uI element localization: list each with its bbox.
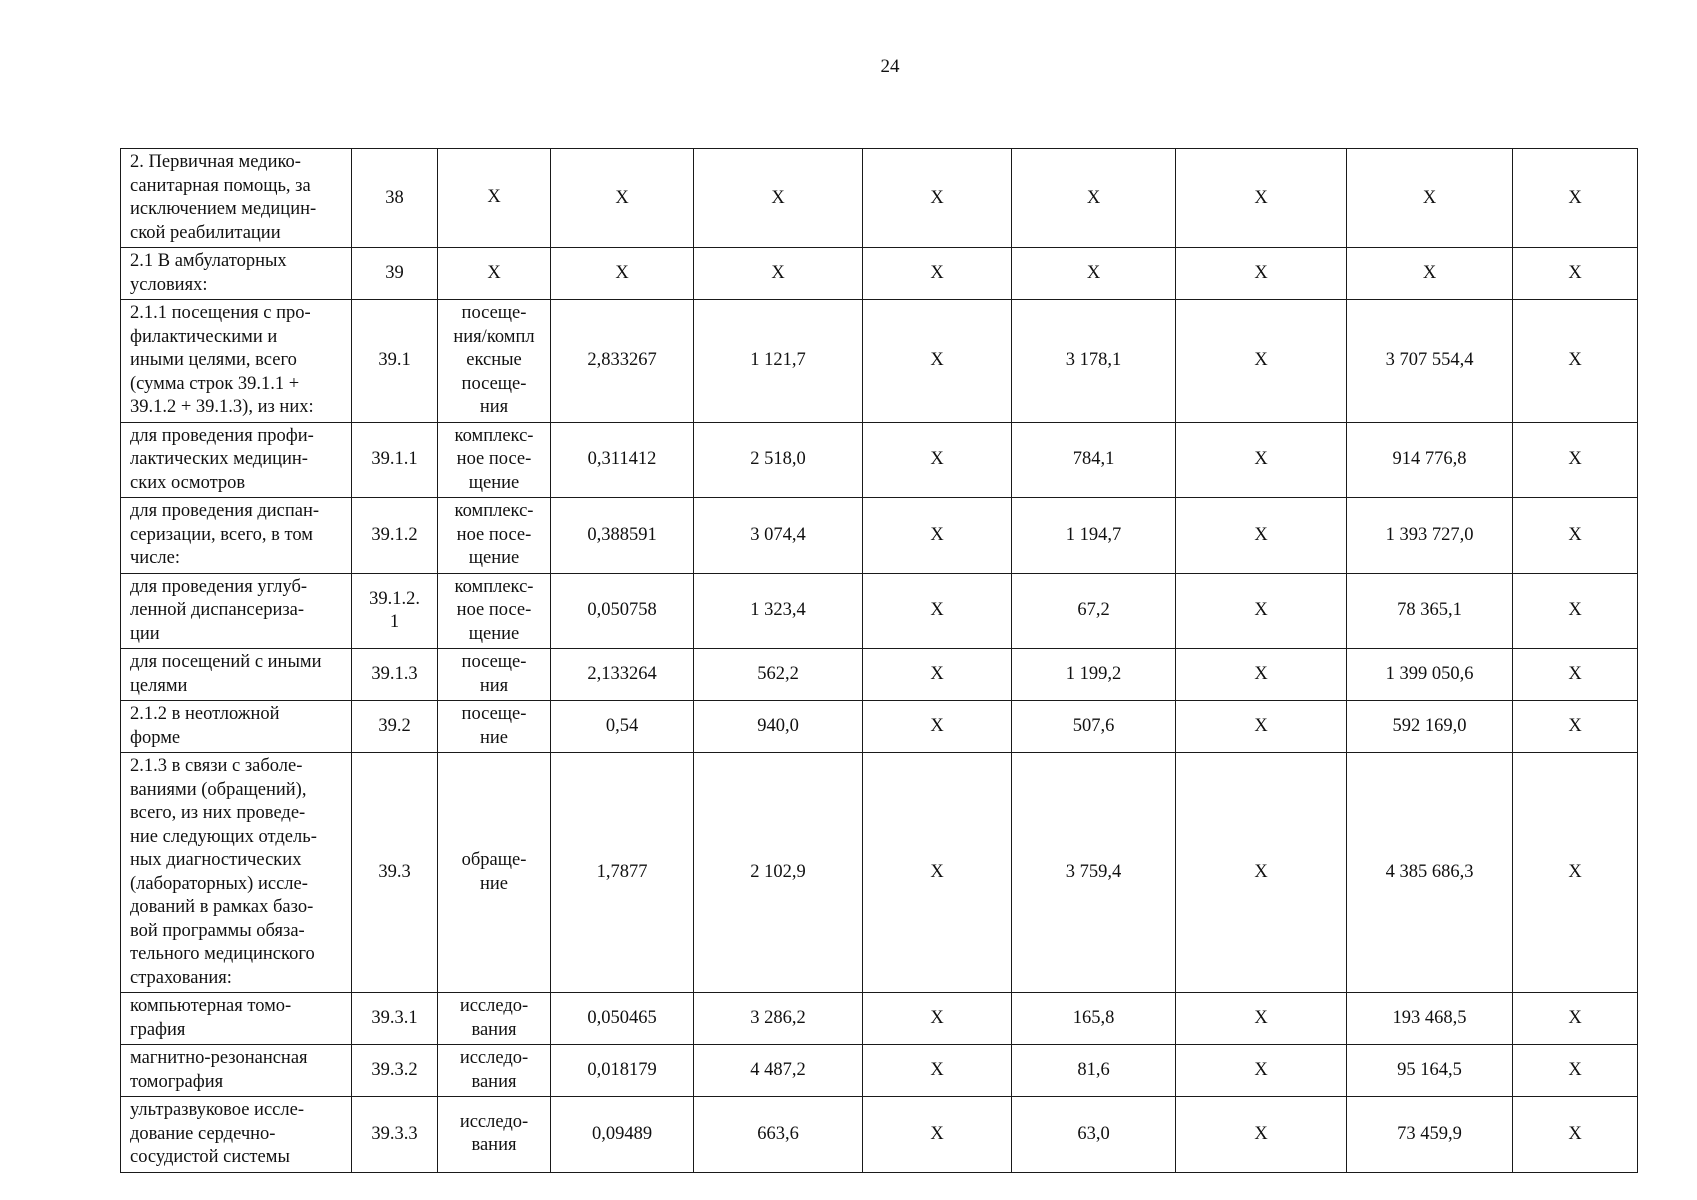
row-value: Х <box>1513 753 1638 993</box>
row-value: Х <box>863 701 1012 753</box>
row-value: 507,6 <box>1012 701 1176 753</box>
row-code: 39.2 <box>352 701 438 753</box>
row-code: 39.3.3 <box>352 1097 438 1173</box>
row-value: Х <box>863 649 1012 701</box>
row-value: 592 169,0 <box>1347 701 1513 753</box>
table-row <box>121 300 1638 423</box>
row-value: Х <box>1347 248 1513 300</box>
row-value: Х <box>1176 993 1347 1045</box>
row-unit: посеще- ния/компл ексные посеще- ния <box>438 300 551 423</box>
row-value: Х <box>863 300 1012 423</box>
row-value: 2,833267 <box>551 300 694 423</box>
row-value: Х <box>1176 498 1347 574</box>
row-code: 39.1.2 <box>352 498 438 574</box>
row-value: Х <box>863 248 1012 300</box>
table-row <box>121 993 1638 1045</box>
row-value: Х <box>1176 701 1347 753</box>
row-unit: Х <box>438 248 551 300</box>
row-value: 0,09489 <box>551 1097 694 1173</box>
row-code: 39 <box>352 248 438 300</box>
row-value: 73 459,9 <box>1347 1097 1513 1173</box>
row-value: 67,2 <box>1012 573 1176 649</box>
row-name: 2. Первичная медико- санитарная помощь, за исключением медицин- ской реабилитации <box>121 149 352 248</box>
row-name: ультразвуковое иссле- дование сердечно- сосудистой системы <box>121 1097 352 1173</box>
row-value: Х <box>551 149 694 248</box>
row-value: Х <box>863 573 1012 649</box>
row-unit: комплекс- ное посе- щение <box>438 498 551 574</box>
row-value: 0,311412 <box>551 422 694 498</box>
row-value: 1,7877 <box>551 753 694 993</box>
row-value: Х <box>1176 753 1347 993</box>
row-code: 38 <box>352 149 438 248</box>
row-code: 39.3.2 <box>352 1045 438 1097</box>
row-code: 39.3 <box>352 753 438 993</box>
row-value: 3 759,4 <box>1012 753 1176 993</box>
table-row <box>121 149 1638 248</box>
row-code: 39.1.2. 1 <box>352 573 438 649</box>
row-value: Х <box>1176 248 1347 300</box>
row-value: 2,133264 <box>551 649 694 701</box>
row-value: Х <box>863 498 1012 574</box>
row-unit: исследо- вания <box>438 993 551 1045</box>
row-value: 663,6 <box>694 1097 863 1173</box>
row-value: Х <box>1513 498 1638 574</box>
row-name: компьютерная томо- графия <box>121 993 352 1045</box>
row-value: Х <box>1513 149 1638 248</box>
row-value: Х <box>694 149 863 248</box>
row-value: Х <box>1513 1097 1638 1173</box>
row-value: 1 199,2 <box>1012 649 1176 701</box>
row-value: 3 286,2 <box>694 993 863 1045</box>
row-unit: комплекс- ное посе- щение <box>438 422 551 498</box>
row-value: 940,0 <box>694 701 863 753</box>
row-value: 78 365,1 <box>1347 573 1513 649</box>
row-value: 81,6 <box>1012 1045 1176 1097</box>
table-row <box>121 422 1638 498</box>
row-unit: исследо- вания <box>438 1097 551 1173</box>
row-value: Х <box>1513 422 1638 498</box>
row-code: 39.3.1 <box>352 993 438 1045</box>
row-name: для проведения профи- лактических медицин- ских осмотров <box>121 422 352 498</box>
row-value: 0,388591 <box>551 498 694 574</box>
row-value: Х <box>1513 248 1638 300</box>
row-value: Х <box>1012 149 1176 248</box>
row-value: Х <box>863 993 1012 1045</box>
row-name: 2.1 В амбулаторных условиях: <box>121 248 352 300</box>
table-row <box>121 1045 1638 1097</box>
row-code: 39.1.3 <box>352 649 438 701</box>
page-number: 24 <box>880 56 900 77</box>
row-value: 0,018179 <box>551 1045 694 1097</box>
row-value: 0,54 <box>551 701 694 753</box>
row-value: Х <box>1513 649 1638 701</box>
row-value: 165,8 <box>1012 993 1176 1045</box>
table-row <box>121 498 1638 574</box>
row-value: 95 164,5 <box>1347 1045 1513 1097</box>
row-value: 2 102,9 <box>694 753 863 993</box>
row-value: Х <box>1347 149 1513 248</box>
row-value: Х <box>863 422 1012 498</box>
row-name: магнитно-резонансная томография <box>121 1045 352 1097</box>
row-unit: исследо- вания <box>438 1045 551 1097</box>
row-value: 1 399 050,6 <box>1347 649 1513 701</box>
row-name: 2.1.1 посещения с про- филактическими и иными целями, всего (сумма строк 39.1.1 + 39.1.2 + 39.1.3), из них: <box>121 300 352 423</box>
row-value: Х <box>1176 1097 1347 1173</box>
row-value: 1 194,7 <box>1012 498 1176 574</box>
row-unit: посеще- ние <box>438 701 551 753</box>
row-value: Х <box>1513 701 1638 753</box>
row-value: Х <box>1176 300 1347 423</box>
row-name: для посещений с иными целями <box>121 649 352 701</box>
row-value: 784,1 <box>1012 422 1176 498</box>
row-value: 0,050465 <box>551 993 694 1045</box>
table-row <box>121 753 1638 993</box>
table-row <box>121 248 1638 300</box>
row-value: 3 178,1 <box>1012 300 1176 423</box>
row-value: Х <box>863 1045 1012 1097</box>
row-value: 4 487,2 <box>694 1045 863 1097</box>
row-value: 2 518,0 <box>694 422 863 498</box>
row-value: 0,050758 <box>551 573 694 649</box>
row-value: Х <box>1513 1045 1638 1097</box>
row-value: 193 468,5 <box>1347 993 1513 1045</box>
row-value: 3 074,4 <box>694 498 863 574</box>
row-value: Х <box>1176 649 1347 701</box>
row-value: 63,0 <box>1012 1097 1176 1173</box>
row-value: Х <box>1513 300 1638 423</box>
data-table <box>120 148 1638 1173</box>
row-value: 3 707 554,4 <box>1347 300 1513 423</box>
row-value: Х <box>694 248 863 300</box>
row-value: Х <box>1176 149 1347 248</box>
row-unit: комплекс- ное посе- щение <box>438 573 551 649</box>
row-value: 4 385 686,3 <box>1347 753 1513 993</box>
row-unit: Х <box>438 149 551 248</box>
row-value: 1 393 727,0 <box>1347 498 1513 574</box>
row-value: Х <box>863 1097 1012 1173</box>
row-value: Х <box>1513 573 1638 649</box>
row-value: 914 776,8 <box>1347 422 1513 498</box>
row-value: Х <box>1012 248 1176 300</box>
row-value: 1 121,7 <box>694 300 863 423</box>
row-value: Х <box>863 149 1012 248</box>
table-row <box>121 649 1638 701</box>
table-row <box>121 573 1638 649</box>
table-row <box>121 701 1638 753</box>
table-row <box>121 1097 1638 1173</box>
row-value: 1 323,4 <box>694 573 863 649</box>
row-value: Х <box>1176 422 1347 498</box>
row-value: Х <box>1513 993 1638 1045</box>
row-unit: обраще- ние <box>438 753 551 993</box>
row-code: 39.1.1 <box>352 422 438 498</box>
row-name: 2.1.2 в неотложной форме <box>121 701 352 753</box>
row-code: 39.1 <box>352 300 438 423</box>
row-value: Х <box>551 248 694 300</box>
row-unit: посеще- ния <box>438 649 551 701</box>
row-value: Х <box>863 753 1012 993</box>
row-value: Х <box>1176 573 1347 649</box>
row-name: для проведения углуб- ленной диспансериза- ции <box>121 573 352 649</box>
row-name: 2.1.3 в связи с заболе- ваниями (обращений), всего, из них проведе- ние следующих отдель- ных диагностических (лабораторных) иссле- дований в рамках базо- вой программы обяза- тельного медицинского страхования: <box>121 753 352 993</box>
row-value: Х <box>1176 1045 1347 1097</box>
row-value: 562,2 <box>694 649 863 701</box>
row-name: для проведения диспан- серизации, всего, в том числе: <box>121 498 352 574</box>
